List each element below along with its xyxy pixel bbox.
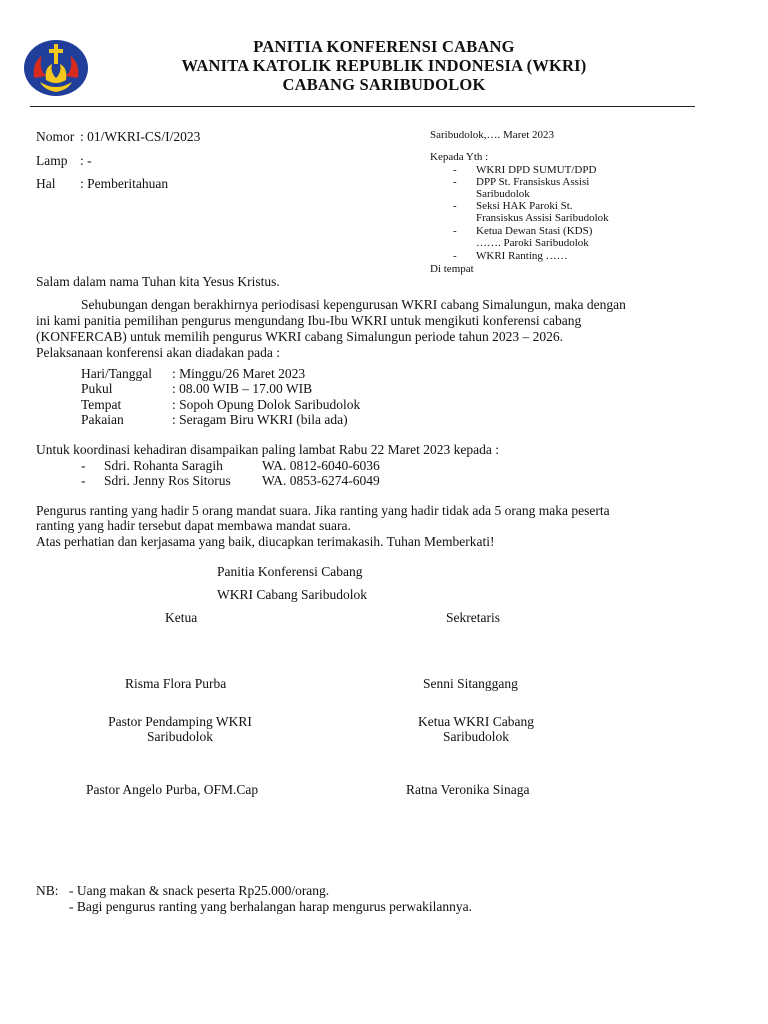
contact-name: Sdri. Rohanta Saragih [104,458,223,473]
detail-label: Pakaian [81,412,124,427]
detail-value: : Sopoh Opung Dolok Saribudolok [172,397,361,412]
ketua-title: Ketua [165,610,198,625]
notes-label: NB: [36,883,59,898]
recipient-line: Seksi HAK Paroki St. [476,200,573,212]
recipient-dash: - [453,200,457,212]
contact-dash: - [81,473,86,488]
note-line: - Bagi pengurus ranting yang berhalangan harap mengurus perwakilannya. [69,899,472,914]
header-line-3: CABANG SARIBUDOLOK [282,75,486,94]
nomor-label: Nomor [36,129,75,144]
detail-label: Pukul [81,381,113,396]
recipient-line: Saribudolok [476,188,530,200]
pastor-title-line-1: Pastor Pendamping WKRI [108,714,252,729]
header-line-1: PANITIA KONFERENSI CABANG [253,37,515,56]
closing-line: Atas perhatian dan kerjasama yang baik, diucapkan terimakasih. Tuhan Memberkati! [36,534,495,549]
para2-line: Pengurus ranting yang hadir 5 orang mandat suara. Jika ranting yang hadir tidak ada 5 orang maka peserta [36,503,610,518]
place-date: Saribudolok,…. Maret 2023 [430,129,555,141]
contact-name: Sdri. Jenny Ros Sitorus [104,473,231,488]
chair-title-line-2: Saribudolok [443,729,509,744]
committee-line-1: Panitia Konferensi Cabang [217,564,363,579]
recipient-line: Ketua Dewan Stasi (KDS) [476,225,593,237]
header-divider [30,106,695,107]
para1-line: (KONFERCAB) untuk memilih pengurus WKRI cabang Simalungun periode tahun 2023 – 2026. [36,329,563,344]
hal-label: Hal [36,176,56,191]
greeting: Salam dalam nama Tuhan kita Yesus Kristus. [36,274,280,289]
header-line-2: WANITA KATOLIK REPUBLIK INDONESIA (WKRI) [181,56,587,75]
para1-line: Pelaksanaan konferensi akan diadakan pada : [36,345,281,360]
chair-name: Ratna Veronika Sinaga [406,782,530,797]
recipient-line: ……. Paroki Saribudolok [476,237,589,249]
note-line: - Uang makan & snack peserta Rp25.000/orang. [69,883,330,898]
recipient-heading: Kepada Yth : [430,151,489,163]
ketua-name: Risma Flora Purba [125,676,227,691]
sekretaris-title: Sekretaris [446,610,500,625]
contact-phone: WA. 0812-6040-6036 [262,458,380,473]
recipient-line: WKRI DPD SUMUT/DPD [476,164,597,176]
contact-phone: WA. 0853-6274-6049 [262,473,380,488]
recipient-dash: - [453,225,457,237]
nomor-value: : 01/WKRI-CS/I/2023 [80,129,201,144]
para2-line: ranting yang hadir tersebut dapat membawa mandat suara. [36,518,351,533]
recipient-line: Fransiskus Assisi Saribudolok [476,212,609,224]
detail-label: Hari/Tanggal [81,366,153,381]
chair-title-line-1: Ketua WKRI Cabang [418,714,534,729]
pastor-name: Pastor Angelo Purba, OFM.Cap [86,782,259,797]
contact-dash: - [81,458,86,473]
recipient-line: DPP St. Fransiskus Assisi [476,176,590,188]
lamp-label: Lamp [36,153,68,168]
pastor-title-line-2: Saribudolok [147,729,213,744]
hal-value: : Pemberitahuan [80,176,169,191]
lamp-value: : - [80,153,92,168]
para1-line: Sehubungan dengan berakhirnya periodisasi kepengurusan WKRI cabang Simalungun, maka dengan [81,297,626,312]
recipient-line: WKRI Ranting …… [476,250,568,262]
recipient-place: Di tempat [430,263,474,275]
detail-value: : Seragam Biru WKRI (bila ada) [172,412,348,427]
detail-value: : Minggu/26 Maret 2023 [172,366,306,381]
recipient-dash: - [453,176,457,188]
para1-line: ini kami panitia pemilihan pengurus mengundang Ibu-Ibu WKRI untuk mengikuti konferensi cabang [36,313,582,328]
recipient-dash: - [453,164,457,176]
committee-line-2: WKRI Cabang Saribudolok [217,587,367,602]
sekretaris-name: Senni Sitanggang [423,676,518,691]
detail-value: : 08.00 WIB – 17.00 WIB [172,381,313,396]
recipient-dash: - [453,250,457,262]
coordination-intro: Untuk koordinasi kehadiran disampaikan paling lambat Rabu 22 Maret 2023 kepada : [36,442,500,457]
detail-label: Tempat [81,397,122,412]
